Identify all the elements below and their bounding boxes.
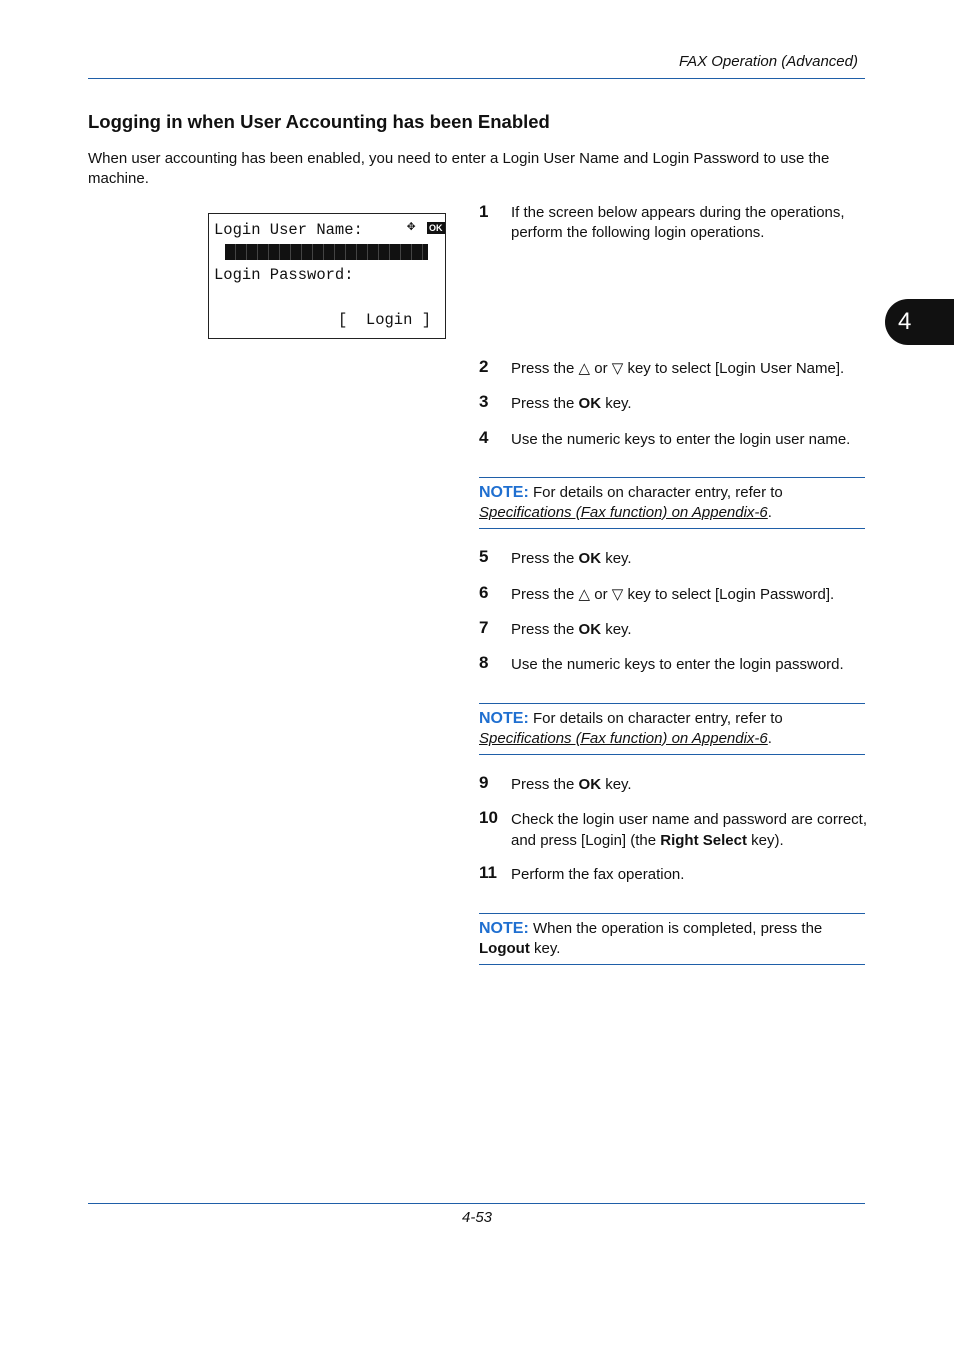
page-number: 4-53: [461, 1209, 493, 1226]
section-title: Logging in when User Accounting has been Enabled: [88, 111, 550, 132]
intro-paragraph: When user accounting has been enabled, you need to enter a Login User Name and Login Password to use the machine.: [88, 150, 830, 187]
ok-icon: OK: [429, 223, 443, 233]
lcd-login-softkey: [ Login ]: [338, 311, 432, 329]
appendix-link[interactable]: Specifications (Fax function) on Appendix-6: [479, 503, 768, 521]
lcd-login-user-name: Login User Name:: [214, 221, 363, 239]
note-box-1: NOTE: For details on character entry, refer to Specifications (Fax function) on Appendix-6.: [479, 477, 865, 529]
running-header: FAX Operation (Advanced): [679, 53, 858, 70]
lcd-login-password: Login Password:: [214, 266, 354, 284]
navigation-arrows-icon: ✥: [407, 219, 416, 235]
header-rule: [88, 78, 865, 79]
note-box-3: NOTE: When the operation is completed, press the Logout key.: [479, 913, 865, 965]
footer-rule: [88, 1203, 865, 1204]
chapter-tab: 4: [885, 299, 954, 345]
note-box-2: NOTE: For details on character entry, refer to Specifications (Fax function) on Appendix-6.: [479, 703, 865, 755]
user-name-entry-field: [225, 244, 428, 260]
appendix-link[interactable]: Specifications (Fax function) on Appendix-6: [479, 729, 768, 747]
lcd-screen: [208, 213, 446, 339]
